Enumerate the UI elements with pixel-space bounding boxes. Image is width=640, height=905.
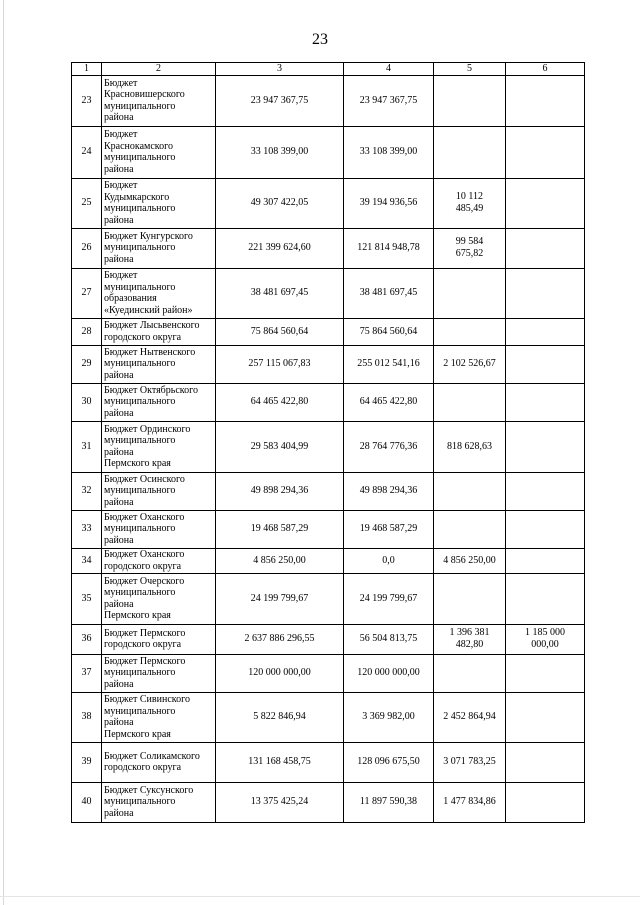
table-body: [72, 75, 585, 822]
value-text: 29 583 404,99: [250, 440, 309, 452]
budget-name-line: Бюджет: [104, 270, 138, 281]
table-row: [72, 510, 585, 548]
table-row: [72, 742, 585, 782]
value-text: 3 369 982,00: [362, 711, 415, 722]
budget-name-line: района: [104, 678, 134, 690]
value-text: 28 764 776,36: [359, 440, 418, 452]
value-text: 4 856 250,00: [253, 554, 306, 566]
value-text: 33 108 399,00: [359, 146, 418, 157]
value-cell-c5: [434, 126, 506, 178]
value-cell-c5: [434, 742, 506, 782]
value-text: 221 399 624,60: [248, 242, 311, 253]
value-cell-c4: [344, 654, 434, 692]
budget-name-line: Красновишерского: [104, 89, 185, 100]
value-text: 1 185 000 000,00: [525, 627, 565, 650]
table-row: [72, 573, 585, 624]
budget-name-line: Бюджет Соликамского: [104, 750, 200, 762]
value-cell-c5: [434, 421, 506, 472]
value-cell-c4: [344, 268, 434, 318]
value-cell-c5: [434, 75, 506, 126]
value-cell-c4: [344, 421, 434, 472]
value-text: 56 504 813,75: [359, 633, 418, 644]
column-header: 6: [506, 63, 585, 76]
budget-name-line: городского округа: [104, 639, 182, 650]
budget-name-cell: [102, 692, 216, 742]
value-cell-c4: [344, 548, 434, 573]
value-text: 23 947 367,75: [359, 94, 418, 106]
table-row: [72, 178, 585, 228]
column-header: 1: [72, 63, 102, 76]
budget-name-line: муниципального: [104, 358, 176, 370]
value-cell-c5: [434, 383, 506, 421]
budget-name-line: муниципального: [104, 485, 176, 497]
budget-name-line: Бюджет Суксунского: [104, 784, 194, 796]
row-number: 40: [72, 782, 102, 822]
value-cell-c5: [434, 228, 506, 268]
value-cell-c5: [434, 318, 506, 345]
row-number: 32: [72, 472, 102, 510]
budget-name-cell: [102, 654, 216, 692]
budget-name-line: муниципального: [104, 152, 176, 163]
row-number: 25: [72, 178, 102, 228]
value-cell-c3: [216, 472, 344, 510]
value-cell-c4: [344, 742, 434, 782]
value-text: 33 108 399,00: [250, 146, 309, 157]
budget-name-line: муниципального: [104, 705, 176, 717]
value-cell-c3: [216, 421, 344, 472]
value-cell-c5: [434, 624, 506, 654]
value-text: 23 947 367,75: [250, 94, 309, 106]
budget-name-line: Бюджет: [104, 129, 138, 140]
budget-name-line: Бюджет Оханского: [104, 549, 185, 560]
value-text: 0,0: [382, 554, 395, 566]
budget-name-line: муниципального: [104, 435, 176, 446]
value-cell-c3: [216, 654, 344, 692]
value-text: 1 396 381 482,80: [449, 627, 490, 650]
budget-name-line: Бюджет: [104, 77, 138, 89]
row-number: 30: [72, 383, 102, 421]
value-text: 64 465 422,80: [359, 396, 418, 407]
budget-name-cell: [102, 573, 216, 624]
value-cell-c6: [506, 692, 585, 742]
value-cell-c3: [216, 624, 344, 654]
value-text: 120 000 000,00: [357, 667, 420, 678]
row-number: 27: [72, 268, 102, 318]
budget-name-cell: [102, 742, 216, 782]
value-text: 2 452 864,94: [443, 711, 496, 722]
value-text: 257 115 067,83: [248, 358, 311, 369]
budget-name-line: Бюджет Октябрьского: [104, 384, 198, 396]
value-cell-c6: [506, 573, 585, 624]
value-text: 4 856 250,00: [443, 554, 496, 566]
row-number: 23: [72, 75, 102, 126]
row-number: 34: [72, 548, 102, 573]
value-cell-c6: [506, 654, 585, 692]
value-cell-c3: [216, 345, 344, 383]
budget-name-line: муниципального: [104, 242, 176, 254]
value-cell-c4: [344, 510, 434, 548]
value-text: 38 481 697,45: [250, 287, 309, 298]
budget-name-line: района: [104, 534, 134, 546]
column-header: 4: [344, 63, 434, 76]
value-cell-c6: [506, 510, 585, 548]
budget-name-line: района: [104, 407, 134, 419]
budget-name-line: района: [104, 496, 134, 508]
value-cell-c4: [344, 472, 434, 510]
budget-name-line: Пермского края: [104, 458, 171, 469]
value-cell-c5: [434, 654, 506, 692]
value-text: 39 194 936,56: [359, 197, 418, 208]
value-cell-c4: [344, 126, 434, 178]
value-cell-c3: [216, 692, 344, 742]
value-cell-c4: [344, 178, 434, 228]
row-number: 26: [72, 228, 102, 268]
value-cell-c3: [216, 573, 344, 624]
value-cell-c3: [216, 228, 344, 268]
table-row: [72, 472, 585, 510]
row-number: 37: [72, 654, 102, 692]
budget-name-line: муниципального: [104, 203, 176, 214]
value-text: 120 000 000,00: [248, 667, 311, 678]
row-number: 36: [72, 624, 102, 654]
value-text: 75 864 560,64: [359, 325, 418, 337]
value-cell-c3: [216, 178, 344, 228]
value-text: 2 102 526,67: [443, 358, 496, 369]
budget-name-line: образования: [104, 293, 157, 304]
value-cell-c5: [434, 548, 506, 573]
column-header: 3: [216, 63, 344, 76]
budget-name-line: муниципального: [104, 281, 176, 293]
table-row: [72, 126, 585, 178]
budget-name-line: муниципального: [104, 667, 176, 679]
value-text: 75 864 560,64: [250, 325, 309, 337]
table-row: [72, 228, 585, 268]
value-text: 99 584 675,82: [455, 236, 484, 259]
value-text: 19 468 587,29: [250, 523, 309, 534]
table-row: [72, 548, 585, 573]
value-cell-c3: [216, 548, 344, 573]
budget-name-cell: [102, 75, 216, 126]
table-header-row: [72, 63, 585, 76]
budget-name-line: района: [104, 112, 134, 123]
value-text: 64 465 422,80: [250, 396, 309, 407]
budget-name-line: района: [104, 163, 134, 175]
value-text: 13 375 425,24: [250, 796, 309, 807]
row-number: 38: [72, 692, 102, 742]
budget-name-line: района: [104, 717, 134, 728]
budget-name-cell: [102, 178, 216, 228]
value-text: 128 096 675,50: [357, 756, 420, 767]
value-cell-c3: [216, 510, 344, 548]
table-row: [72, 654, 585, 692]
budget-name-line: муниципального: [104, 796, 176, 808]
row-number: 35: [72, 573, 102, 624]
value-text: 818 628,63: [447, 440, 492, 452]
value-cell-c4: [344, 318, 434, 345]
value-cell-c5: [434, 510, 506, 548]
value-cell-c3: [216, 383, 344, 421]
value-text: 121 814 948,78: [357, 242, 420, 253]
table-row: [72, 75, 585, 126]
budget-name-line: муниципального: [104, 100, 176, 112]
value-cell-c4: [344, 345, 434, 383]
value-cell-c5: [434, 692, 506, 742]
page-number: 23: [312, 31, 328, 48]
budget-name-cell: [102, 318, 216, 345]
budget-name-line: Бюджет Осинского: [104, 473, 185, 485]
value-text: 131 168 458,75: [248, 756, 311, 767]
budget-name-line: городского округа: [104, 762, 182, 773]
value-cell-c3: [216, 742, 344, 782]
scan-edge-line: [3, 0, 4, 905]
value-cell-c6: [506, 126, 585, 178]
table-row: [72, 318, 585, 345]
value-cell-c6: [506, 345, 585, 383]
value-cell-c4: [344, 383, 434, 421]
budget-name-cell: [102, 624, 216, 654]
value-cell-c6: [506, 742, 585, 782]
value-cell-c4: [344, 228, 434, 268]
column-header: 5: [434, 63, 506, 76]
value-text: 49 898 294,36: [359, 485, 418, 496]
value-text: 3 071 783,25: [443, 756, 496, 767]
budget-name-cell: [102, 228, 216, 268]
budget-name-line: района: [104, 598, 134, 610]
budget-name-line: Пермского края: [104, 610, 171, 621]
budget-name-cell: [102, 383, 216, 421]
budget-name-cell: [102, 472, 216, 510]
budget-name-line: Бюджет Пермского: [104, 627, 186, 639]
budget-name-line: района: [104, 253, 134, 265]
budget-name-line: муниципального: [104, 523, 176, 535]
table-row: [72, 268, 585, 318]
table-row: [72, 383, 585, 421]
value-cell-c5: [434, 573, 506, 624]
row-number: 28: [72, 318, 102, 345]
value-text: 24 199 799,67: [250, 592, 309, 604]
budget-name-line: муниципального: [104, 396, 176, 408]
row-number: 29: [72, 345, 102, 383]
row-number: 33: [72, 510, 102, 548]
budget-name-line: Краснокамского: [104, 140, 174, 152]
budget-name-line: района: [104, 369, 134, 381]
value-text: 1 477 834,86: [443, 796, 496, 807]
table-row: [72, 692, 585, 742]
table-row: [72, 624, 585, 654]
value-cell-c6: [506, 268, 585, 318]
budget-name-line: Бюджет Лысьвенского: [104, 320, 200, 331]
budget-name-cell: [102, 548, 216, 573]
value-cell-c6: [506, 421, 585, 472]
value-cell-c5: [434, 472, 506, 510]
value-cell-c5: [434, 345, 506, 383]
row-number: 39: [72, 742, 102, 782]
budget-name-line: Кудымкарского: [104, 191, 170, 203]
budget-name-line: городского округа: [104, 560, 182, 572]
budget-name-cell: [102, 510, 216, 548]
value-cell-c6: [506, 318, 585, 345]
value-cell-c4: [344, 573, 434, 624]
budget-name-line: Пермского края: [104, 728, 171, 740]
budget-name-line: Бюджет Нытвенского: [104, 346, 196, 358]
value-text: 255 012 541,16: [357, 358, 420, 369]
value-text: 19 468 587,29: [359, 523, 418, 534]
value-text: 49 307 422,05: [250, 197, 309, 208]
budget-name-line: муниципального: [104, 587, 176, 598]
value-text: 10 112 485,49: [455, 191, 484, 214]
value-cell-c4: [344, 624, 434, 654]
value-cell-c6: [506, 548, 585, 573]
value-cell-c3: [216, 318, 344, 345]
scan-bottom-line: [0, 896, 640, 897]
budget-name-line: района: [104, 214, 134, 226]
value-cell-c3: [216, 782, 344, 822]
budget-name-cell: [102, 126, 216, 178]
value-cell-c6: [506, 782, 585, 822]
value-cell-c3: [216, 268, 344, 318]
value-cell-c4: [344, 75, 434, 126]
row-number: 31: [72, 421, 102, 472]
budget-name-line: Бюджет Оханского: [104, 511, 185, 523]
value-text: 49 898 294,36: [250, 485, 309, 496]
value-cell-c3: [216, 75, 344, 126]
value-cell-c5: [434, 782, 506, 822]
budget-name-line: Бюджет Сивинского: [104, 694, 190, 705]
value-cell-c4: [344, 692, 434, 742]
value-cell-c5: [434, 268, 506, 318]
budget-name-cell: [102, 421, 216, 472]
value-text: 38 481 697,45: [359, 287, 418, 298]
value-text: 2 637 886 296,55: [244, 633, 315, 644]
value-cell-c6: [506, 178, 585, 228]
table-row: [72, 421, 585, 472]
value-cell-c6: [506, 383, 585, 421]
value-cell-c6: [506, 472, 585, 510]
budget-name-cell: [102, 268, 216, 318]
value-text: 24 199 799,67: [359, 592, 418, 604]
column-header: 2: [102, 63, 216, 76]
budget-name-line: Бюджет Пермского: [104, 655, 186, 667]
table-row: [72, 345, 585, 383]
budget-name-line: Бюджет: [104, 180, 138, 191]
budget-name-line: Бюджет Очерского: [104, 575, 185, 587]
table-row: [72, 782, 585, 822]
budget-name-line: «Куединский район»: [104, 304, 193, 316]
value-text: 5 822 846,94: [253, 711, 306, 722]
value-cell-c6: [506, 75, 585, 126]
value-cell-c3: [216, 126, 344, 178]
budget-name-cell: [102, 782, 216, 822]
value-cell-c5: [434, 178, 506, 228]
budget-name-line: городского округа: [104, 331, 182, 343]
budget-table: [71, 62, 585, 823]
value-text: 11 897 590,38: [359, 796, 418, 807]
budget-name-line: района: [104, 807, 134, 819]
value-cell-c6: [506, 624, 585, 654]
row-number: 24: [72, 126, 102, 178]
value-cell-c4: [344, 782, 434, 822]
budget-name-line: Бюджет Кунгурского: [104, 230, 193, 242]
budget-name-line: Бюджет Ординского: [104, 423, 191, 435]
budget-name-cell: [102, 345, 216, 383]
budget-name-line: района: [104, 446, 134, 458]
value-cell-c6: [506, 228, 585, 268]
